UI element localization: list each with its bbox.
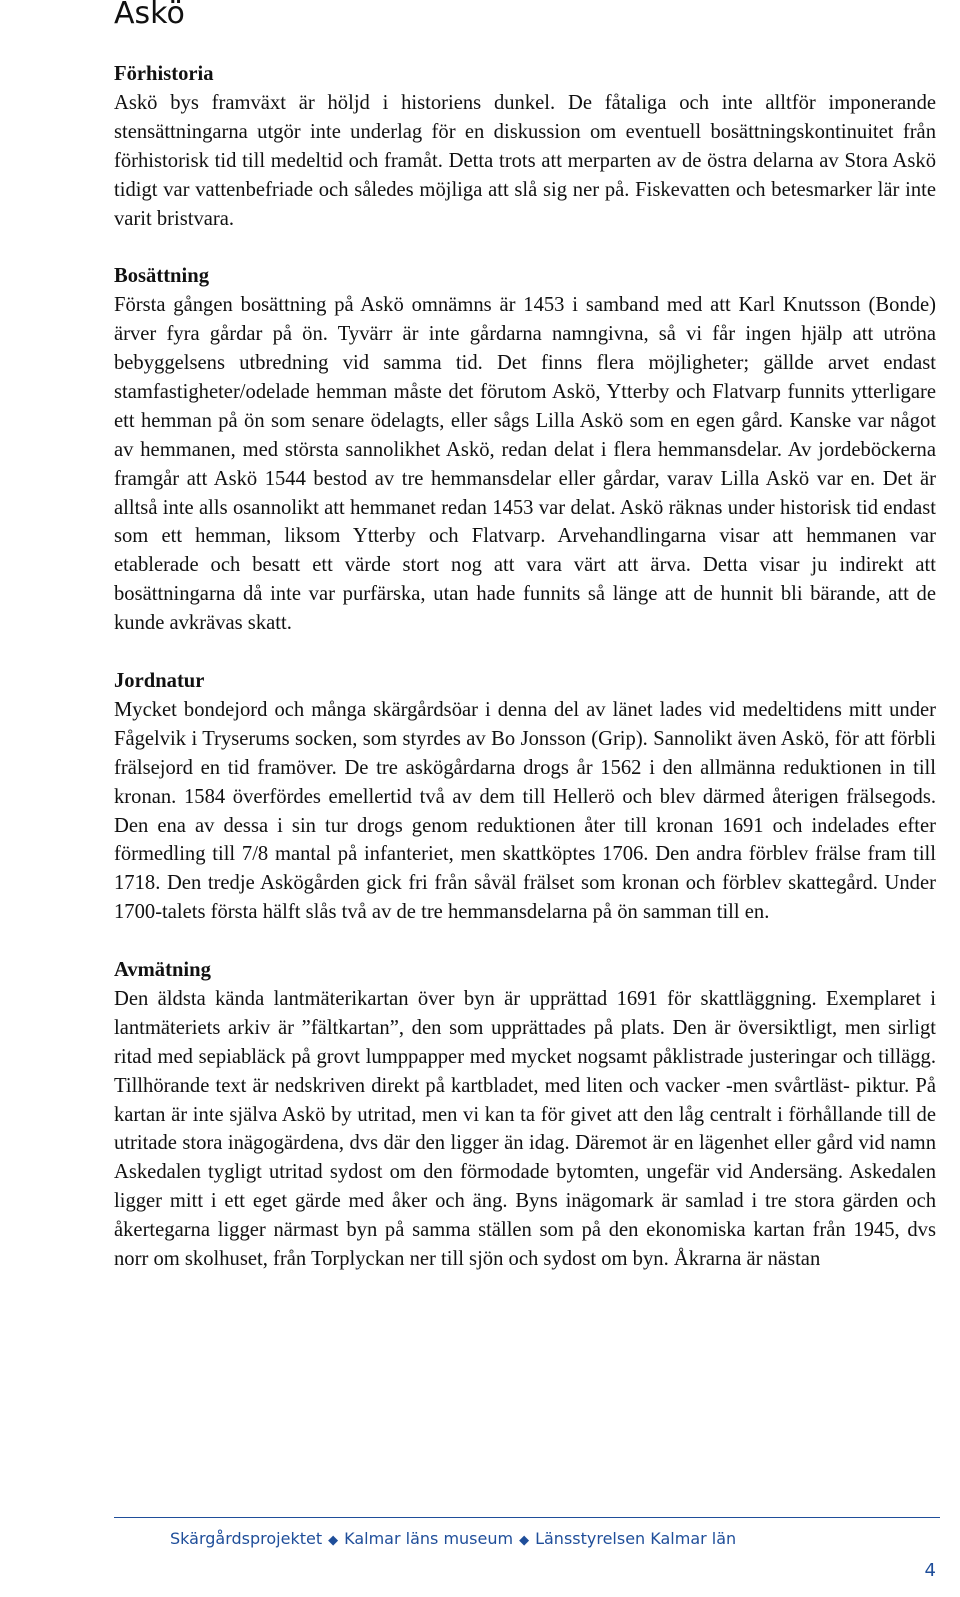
sentence: Av jordeböckerna framgår att Askö 1544 bestod av tre hemmansdelar eller gårdar, varav Lilla Askö var en.	[114, 438, 936, 490]
sentence: Askö räknas under historisk tid endast som ett hemman, liksom Ytterby och Flatvarp.	[114, 496, 936, 548]
section-forhistoria	[114, 60, 936, 233]
sentence: Den tredje Askögården gick fri från såväl frälset som kronan och förblev skattegård.	[166, 872, 878, 895]
footer-item-project: Skärgårdsprojektet	[170, 1529, 323, 1548]
footer-divider	[114, 1517, 940, 1518]
section-bosattning	[114, 262, 936, 638]
sentence: Däremot är en lägenhet eller gård vid namn Askedalen tygligt utritad sydost om den förmodade bytomten, ungefär vid Andersäng.	[114, 1132, 936, 1184]
sentence: Sannolikt även Askö, för att förbli frälsejord en tid framöver.	[114, 727, 936, 779]
sentence: Det finns flera möjligheter; gällde arvet endast stamfastigheter/odelade hemman måste det förutom Askö, Ytterby och Flatvarp funnits ytterligare ett hemman på ön som senare ödelagts, eller sågs Lilla Askö som en egen gård.	[114, 352, 936, 432]
sentence: Askedalen ligger mitt i ett eget gärde med åker och äng.	[114, 1161, 936, 1213]
section-heading: Bosättning	[114, 265, 209, 288]
sentence: Tillhörande text är nedskriven direkt på kartbladet, med liten och vacker -men svårtläst- piktur.	[114, 1074, 910, 1097]
sentence: Den ena av dessa i sin tur drogs genom reduktionen åter till kronan 1691 och indelades efter förmedling till 7/8 mantal på infanteriet, men skattköptes 1706.	[114, 814, 936, 866]
section-jordnatur	[114, 667, 936, 927]
diamond-separator-icon: ◆	[519, 1533, 530, 1548]
section-paragraph	[114, 696, 936, 927]
section-paragraph	[114, 291, 936, 638]
sentence: Den äldsta kända lantmäterikartan över byn är upprättad 1691 för skattläggning.	[114, 987, 817, 1010]
sentence: Tyvärr är inte gårdarna namngivna, så vi får ingen hjälp att utröna bebyggelsens utbredning vid samma tid.	[114, 323, 936, 375]
sentence: Det är alltså inte alls osannolikt att hemmanet redan 1453 var delat.	[114, 467, 936, 519]
footer	[170, 1526, 736, 1552]
section-paragraph	[114, 89, 936, 234]
sentence: Askö bys framväxt är höljd i historiens dunkel.	[114, 91, 556, 114]
sentence: De fåtaliga och inte alltför imponerande stensättningarna utgör inte underlag för en diskussion om eventuell bosättningskontinuitet från förhistorisk tid till medeltid och framåt.	[114, 91, 937, 172]
sentence: De tre askögårdarna drogs år 1562 i den allmänna reduktionen in till kronan.	[114, 756, 936, 808]
sentence: Arvehandlingarna visar att hemmanen var etablerade och besatt ett värde stort nog att vara värt att ärva.	[114, 525, 936, 577]
section-heading: Förhistoria	[114, 63, 214, 85]
sentence: Exemplaret i lantmäteriets arkiv är ”fältkartan”, den som upprättades på plats.	[114, 987, 936, 1039]
sentence: Fiskevatten och betesmarker lär inte varit bristvara.	[114, 178, 937, 230]
document-body	[114, 60, 936, 1274]
sentence: På kartan är inte själva Askö by utritad, men vi kan ta för givet att den låg centralt i förhållande till de utritade stora inägogärdena, dvs där den ligger än idag.	[114, 1074, 936, 1155]
sentence: 1584 överfördes emellertid två av dem till Hellerö och blev därmed återigen frälsegods.	[183, 785, 936, 808]
sentence: Den andra förblev frälse fram till 1718.	[114, 843, 937, 895]
sentence: Åkrarna är nästan	[673, 1248, 821, 1271]
page-number: 4	[924, 1560, 936, 1581]
page-title: Askö	[114, 0, 185, 31]
footer-item-county-board: Länsstyrelsen Kalmar län	[535, 1529, 737, 1548]
sentence: Detta visar ju indirekt att bosättningarna då inte var purfärska, utan hade funnits så länge att de hunnit bli bärande, att de kunde avkrävas skatt.	[114, 554, 936, 635]
sentence: Första gången bosättning på Askö omnämns är 1453 i samband med att Karl Knutsson (Bonde) ärver fyra gårdar på ön.	[114, 294, 936, 346]
sentence: Under 1700-talets första hälft slås två av de tre hemmansdelarna på ön samman till en.	[114, 872, 936, 924]
footer-item-museum: Kalmar läns museum	[344, 1529, 514, 1548]
section-paragraph	[114, 985, 936, 1274]
section-avmatning	[114, 956, 936, 1274]
section-heading: Avmätning	[114, 959, 211, 982]
section-heading: Jordnatur	[114, 670, 205, 692]
diamond-separator-icon: ◆	[328, 1533, 339, 1548]
sentence: Detta trots att merparten av de östra delarna av Stora Askö tidigt var vattenbefriade och således möjliga att slå sig ner på.	[114, 149, 936, 201]
sentence: Byns inägomark är samlad i tre stora gärden och åkertegarna ligger närmast byn på samma ställen som på den ekonomiska kartan från 1945, dvs norr om skolhuset, från Torplyckan ner till sjön och sydost om byn.	[114, 1190, 937, 1271]
sentence: Mycket bondejord och många skärgårdsöar i denna del av länet lades vid medeltidens mitt under Fågelvik i Tryserums socken, som styrdes av Bo Jonsson (Grip).	[114, 698, 936, 750]
sentence: Kanske var något av hemmanen, med största sannolikhet Askö, redan delat i flera hemmansdelar.	[114, 409, 936, 461]
sentence: Den är översiktligt, men sirligt ritad med sepiabläck på grovt lumppapper med mycket nogsamt påklistrade justeringar och tillägg.	[114, 1016, 936, 1068]
